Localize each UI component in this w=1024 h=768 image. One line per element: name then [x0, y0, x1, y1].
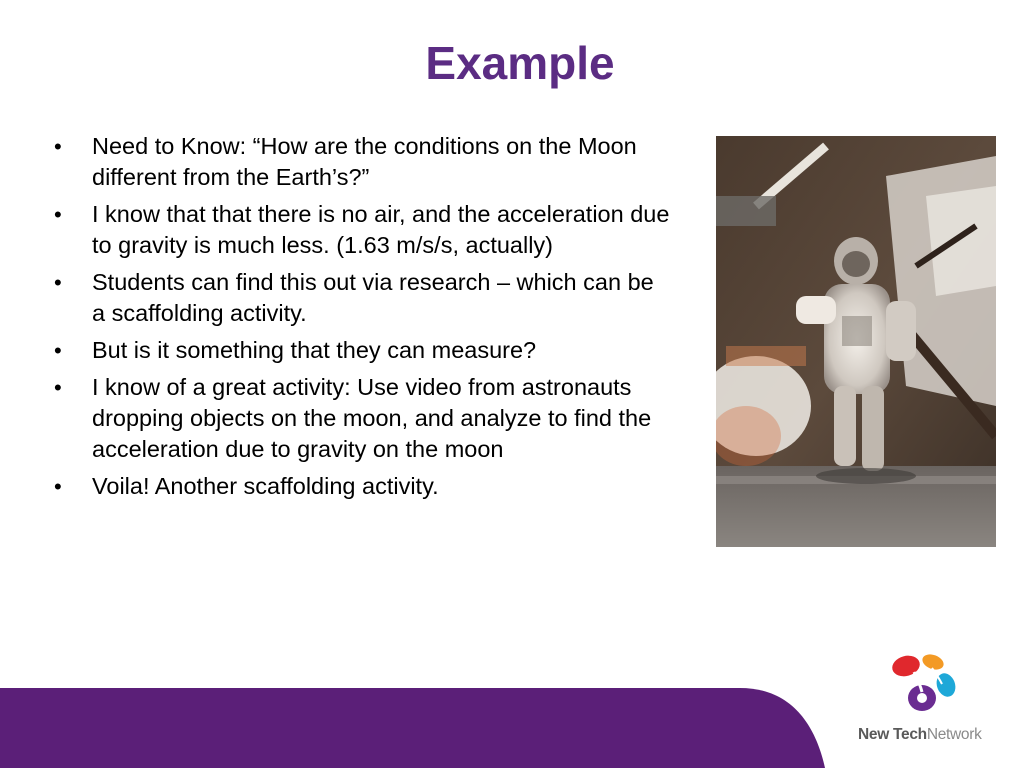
bullet-list: [52, 131, 672, 508]
bullet-item: [52, 335, 672, 366]
bullet-item: [52, 267, 672, 329]
logo-text: [858, 726, 982, 744]
bullet-text: But is it something that they can measure?: [92, 337, 537, 363]
bullet-text: I know of a great activity: Use video from astronauts dropping objects on the moon, and analyze to find the acceleration due to gravity on the moon: [92, 374, 652, 462]
bullet-item: [52, 372, 672, 465]
astronaut-photo: [716, 136, 996, 547]
footer-band: [0, 688, 830, 768]
bullet-dot: •: [54, 270, 62, 295]
bullet-dot: •: [54, 134, 62, 159]
bullet-text: Students can find this out via research – which can be a scaffolding activity.: [92, 269, 654, 326]
bullet-item: [52, 199, 672, 261]
bullet-dot: •: [54, 474, 62, 499]
bullet-item: [52, 131, 672, 193]
bullet-text: Voila! Another scaffolding activity.: [92, 473, 439, 499]
bullet-dot: •: [54, 375, 62, 400]
bullet-item: [52, 471, 672, 502]
bullet-text: Need to Know: “How are the conditions on the Moon different from the Earth’s?”: [92, 133, 637, 190]
bullet-text: I know that that there is no air, and the acceleration due to gravity is much less. (1.63 m/s/s, actually): [92, 201, 670, 258]
new-tech-network-logo-icon: [884, 648, 964, 720]
logo-word-new-tech: New Tech: [858, 726, 927, 743]
bullet-dot: •: [54, 202, 62, 227]
slide-title: Example: [425, 37, 615, 89]
bullet-dot: •: [54, 338, 62, 363]
logo-word-network: Network: [926, 726, 982, 743]
